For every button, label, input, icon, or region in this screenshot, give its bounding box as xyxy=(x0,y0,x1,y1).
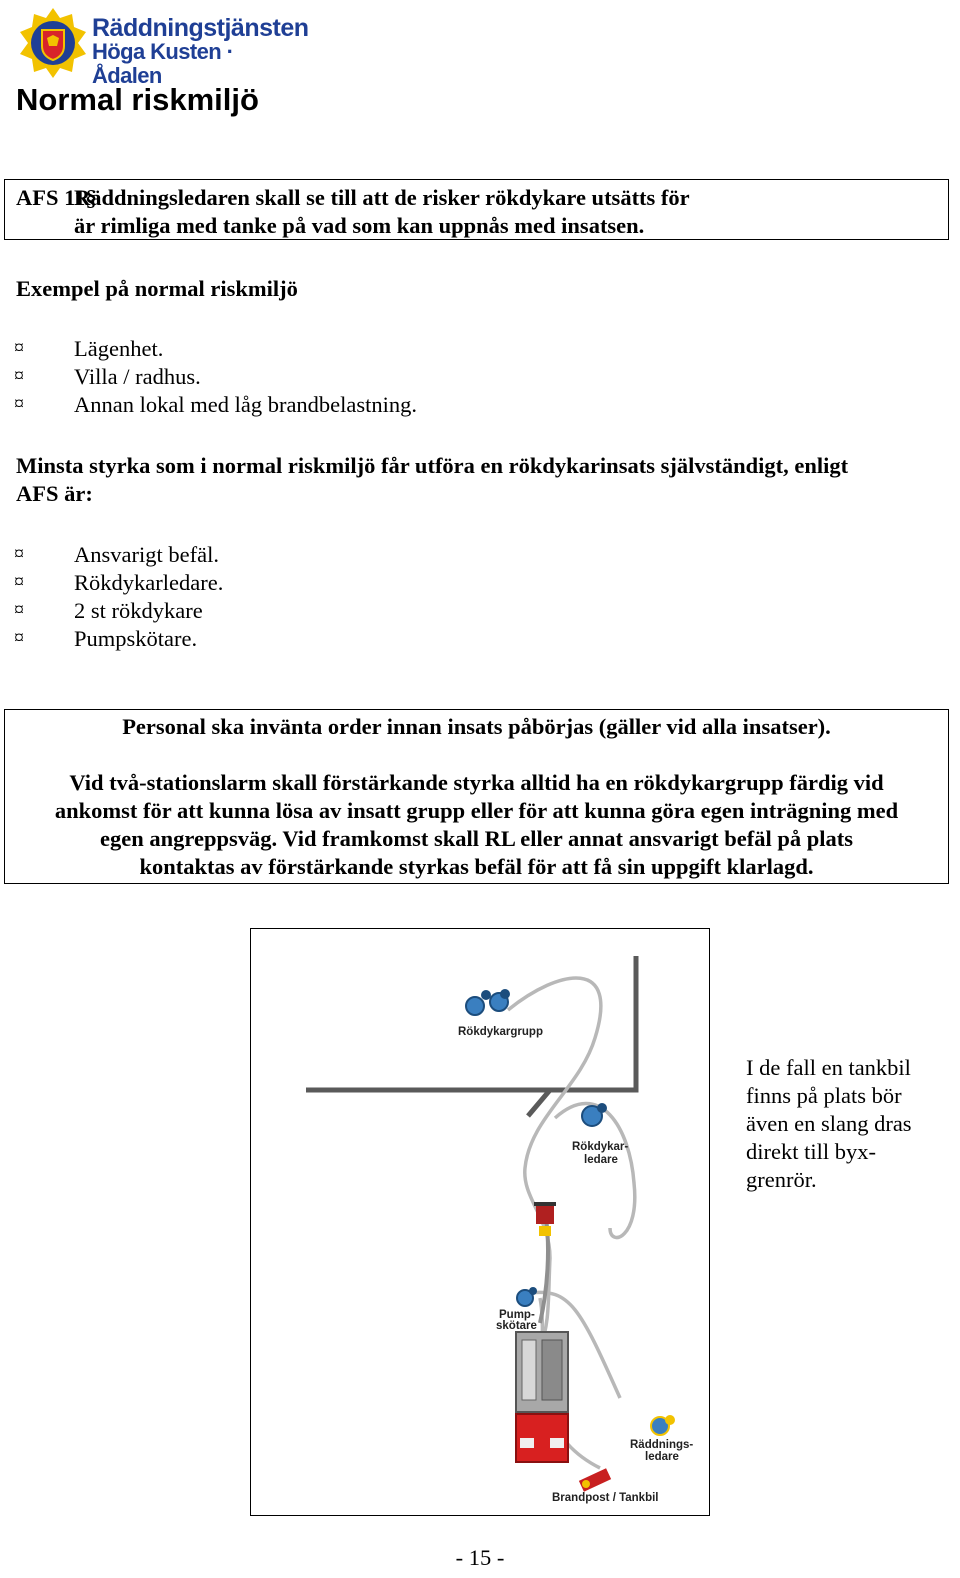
list-item: Annan lokal med låg brandbelastning. xyxy=(74,392,418,417)
side-note-line: direkt till byx- xyxy=(746,1139,876,1164)
afs-rule-line-1: Räddningsledaren skall se till att de risker rökdykare utsätts för xyxy=(74,185,690,210)
side-note-line: grenrör. xyxy=(746,1167,817,1192)
organization-logo xyxy=(18,6,309,88)
bullet-icon: ¤ xyxy=(14,337,24,359)
manifold-icon xyxy=(534,1202,556,1236)
notice-paragraph-line: Vid två-stationslarm skall förstärkande styrka alltid ha en rökdykargrupp färdig vid xyxy=(69,770,884,795)
diagram-label-incident-2: ledare xyxy=(645,1451,679,1463)
notice-paragraph-line: kontaktas av förstärkande styrkas befäl för att få sin uppgift klarlagd. xyxy=(139,854,814,879)
diagram-label-pump-1: Pump- xyxy=(499,1309,535,1321)
list-item: Ansvarigt befäl. xyxy=(74,542,219,567)
examples-heading: Exempel på normal riskmiljö xyxy=(16,276,298,301)
side-note xyxy=(746,1054,946,1194)
diagram-label-leader-1: Rökdykar- xyxy=(572,1141,629,1153)
pump-operator-icon xyxy=(517,1287,537,1306)
diagram-label-incident-1: Räddnings- xyxy=(630,1439,694,1451)
side-note-line: I de fall en tankbil xyxy=(746,1055,911,1080)
bullet-icon: ¤ xyxy=(14,393,24,415)
afs-reference: AFS 11§ xyxy=(16,185,97,210)
page-title: Normal riskmiljö xyxy=(16,82,259,117)
list-item: Lägenhet. xyxy=(74,336,164,361)
incident-commander-icon xyxy=(651,1415,675,1435)
smoke-diver-group-icon xyxy=(466,989,510,1015)
bullet-icon: ¤ xyxy=(14,627,24,649)
list-item: 2 st rökdykare xyxy=(74,598,203,623)
notice-paragraph-line: egen angreppsväg. Vid framkomst skall RL eller annat ansvarigt befäl på plats xyxy=(100,826,853,851)
logo-line-2: Höga Kusten · Ådalen xyxy=(92,39,234,88)
diagram-label-pump-2: skötare xyxy=(496,1320,537,1332)
afs-rule-line-2: är rimliga med tanke på vad som kan uppnås med insatsen. xyxy=(74,213,645,238)
side-note-line: även en slang dras xyxy=(746,1111,912,1136)
fire-truck-icon xyxy=(516,1332,568,1462)
diagram-label-leader-2: ledare xyxy=(584,1154,618,1166)
diagram-label-hydrant: Brandpost / Tankbil xyxy=(552,1492,659,1504)
list-item: Rökdykarledare. xyxy=(74,570,224,595)
bullet-icon: ¤ xyxy=(14,571,24,593)
logo-text xyxy=(92,16,309,88)
side-note-line: finns på plats bör xyxy=(746,1083,902,1108)
notice-line: Personal ska invänta order innan insats påbörjas (gäller vid alla insatser). xyxy=(122,714,831,739)
list-item: Pumpskötare. xyxy=(74,626,198,651)
minimum-crew-heading: Minsta styrka som i normal riskmiljö får utföra en rökdykarinsats självständigt, enligt xyxy=(16,453,849,478)
minimum-crew-heading-cont: AFS är: xyxy=(16,481,93,506)
diagram-label-smoke-diver-group: Rökdykargrupp xyxy=(458,1026,543,1038)
bullet-icon: ¤ xyxy=(14,599,24,621)
smoke-diver-leader-icon xyxy=(582,1103,607,1126)
deployment-diagram xyxy=(250,928,710,1516)
hydrant-icon xyxy=(579,1468,611,1492)
notice-paragraph-line: ankomst för att kunna lösa av insatt grupp eller för att kunna göra egen inträgning med xyxy=(54,798,899,823)
bullet-icon: ¤ xyxy=(14,365,24,387)
bullet-icon: ¤ xyxy=(14,543,24,565)
page-number: - 15 - xyxy=(455,1545,505,1570)
logo-line-1: Räddningstjänsten xyxy=(92,14,309,42)
shield-emblem-icon xyxy=(18,6,88,80)
list-item: Villa / radhus. xyxy=(74,364,201,389)
